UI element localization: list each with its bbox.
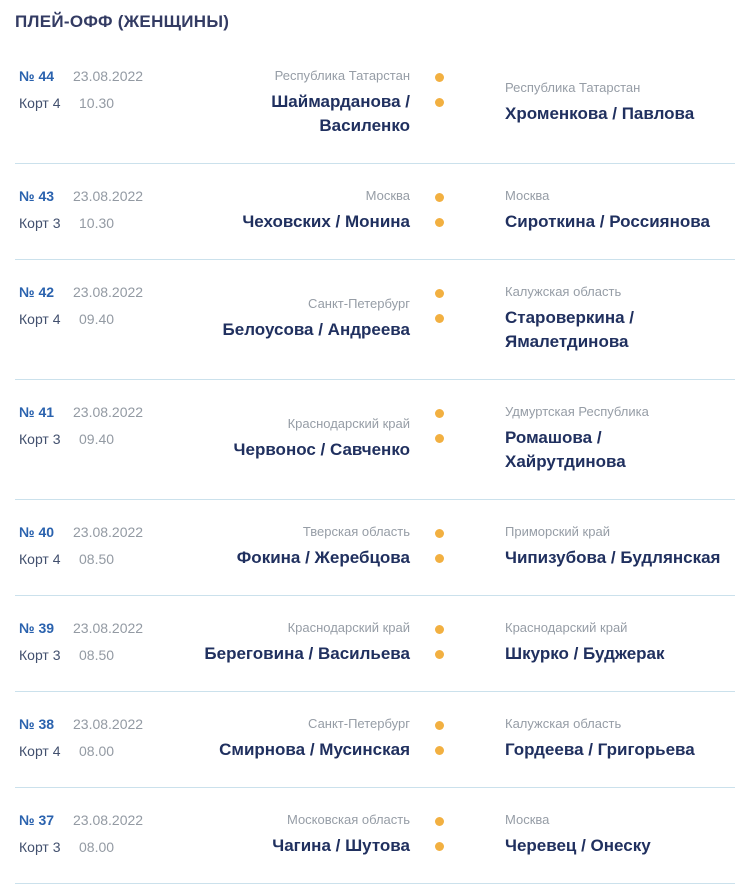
score-dots xyxy=(410,68,505,107)
match-row[interactable] xyxy=(15,380,735,500)
team-home-name: Червонос / Савченко xyxy=(233,439,410,459)
page-title: ПЛЕЙ-ОФФ (ЖЕНЩИНЫ) xyxy=(15,12,230,31)
score-dot-icon xyxy=(435,193,444,202)
match-list xyxy=(15,44,735,884)
court-label: Корт 4 xyxy=(19,310,61,327)
team-home-region: Краснодарский край xyxy=(287,415,410,431)
team-home-region: Московская область xyxy=(286,811,410,827)
score-dots xyxy=(410,620,505,659)
score-dot-icon xyxy=(435,529,444,538)
score-dot-icon xyxy=(435,409,444,418)
match-number-link[interactable]: № 42 xyxy=(19,283,55,300)
match-meta-line-bottom xyxy=(19,95,158,111)
match-meta-line-bottom xyxy=(19,551,158,567)
match-date: 23.08.2022 xyxy=(73,68,144,84)
match-meta-line-top xyxy=(19,716,158,732)
score-dots xyxy=(410,812,505,851)
match-time: 10.30 xyxy=(79,95,115,111)
match-meta-line-bottom xyxy=(19,311,158,327)
score-dot-icon xyxy=(435,650,444,659)
team-home-name: Береговина / Васильева xyxy=(204,643,410,663)
team-away-name: Сироткина / Россиянова xyxy=(505,212,710,232)
team-away-region: Калужская область xyxy=(505,715,622,731)
match-meta-line-bottom xyxy=(19,431,158,447)
team-home xyxy=(158,524,410,570)
team-away-region: Краснодарский край xyxy=(505,619,628,635)
match-time: 08.00 xyxy=(79,742,115,759)
score-dot-icon xyxy=(435,625,444,634)
match-row[interactable] xyxy=(15,500,735,596)
team-away xyxy=(505,188,735,234)
score-dots xyxy=(410,404,505,443)
court-label: Корт 4 xyxy=(19,550,61,567)
match-meta-line-top xyxy=(19,188,158,204)
team-away-name: Чипизубова / Будлянская xyxy=(505,547,721,567)
team-home-name: Чеховских / Монина xyxy=(242,212,410,232)
team-home-region: Республика Татарстан xyxy=(274,68,410,83)
team-home-region: Краснодарский край xyxy=(287,619,410,635)
team-home-region: Санкт-Петербург xyxy=(308,715,410,731)
match-date: 23.08.2022 xyxy=(73,811,144,828)
match-meta xyxy=(15,68,158,111)
match-date: 23.08.2022 xyxy=(73,187,144,204)
match-meta-line-top xyxy=(19,620,158,636)
team-away-name: Хроменкова / Павлова xyxy=(505,104,695,124)
match-meta-line-bottom xyxy=(19,215,158,231)
match-row[interactable] xyxy=(15,596,735,692)
team-away-name: Шкурко / Буджерак xyxy=(505,643,665,663)
match-number-link[interactable]: № 38 xyxy=(19,715,55,732)
match-time: 08.50 xyxy=(79,550,115,567)
match-row[interactable] xyxy=(15,164,735,260)
team-away-name: Ромашова / Хайрутдинова xyxy=(505,427,626,471)
match-meta xyxy=(15,812,158,855)
match-row[interactable] xyxy=(15,692,735,788)
match-date: 23.08.2022 xyxy=(73,283,144,300)
match-meta xyxy=(15,188,158,231)
team-home-name: Фокина / Жеребцова xyxy=(236,547,410,567)
team-home-name: Белоусова / Андреева xyxy=(222,320,410,340)
match-number-link[interactable]: № 44 xyxy=(19,68,55,84)
court-label: Корт 3 xyxy=(19,838,61,855)
score-dot-icon xyxy=(435,817,444,826)
score-dots xyxy=(410,716,505,755)
team-home xyxy=(158,296,410,342)
team-home-region: Москва xyxy=(365,187,410,203)
score-dot-icon xyxy=(435,218,444,227)
court-label: Корт 4 xyxy=(19,95,61,111)
match-meta-line-bottom xyxy=(19,743,158,759)
match-time: 08.00 xyxy=(79,838,115,855)
team-away-region: Калужская область xyxy=(505,283,622,299)
match-date: 23.08.2022 xyxy=(73,619,144,636)
match-number-link[interactable]: № 43 xyxy=(19,187,55,204)
match-meta-line-bottom xyxy=(19,647,158,663)
team-away xyxy=(505,716,735,762)
score-dot-icon xyxy=(435,98,444,107)
score-dot-icon xyxy=(435,289,444,298)
court-label: Корт 3 xyxy=(19,430,61,447)
match-time: 09.40 xyxy=(79,310,115,327)
team-away xyxy=(505,80,735,126)
match-meta-line-top xyxy=(19,524,158,540)
court-label: Корт 4 xyxy=(19,742,61,759)
match-meta xyxy=(15,284,158,327)
match-meta-line-top xyxy=(19,404,158,420)
team-away xyxy=(505,524,735,570)
score-dot-icon xyxy=(435,314,444,323)
match-time: 10.30 xyxy=(79,214,115,231)
match-time: 08.50 xyxy=(79,646,115,663)
team-home-name: Шаймарданова / Василенко xyxy=(271,92,410,136)
team-away-name: Черевец / Онеску xyxy=(505,835,651,855)
team-home xyxy=(158,188,410,234)
match-meta xyxy=(15,620,158,663)
match-date: 23.08.2022 xyxy=(73,523,144,540)
team-home-region: Тверская область xyxy=(302,523,410,539)
match-row[interactable] xyxy=(15,788,735,884)
score-dot-icon xyxy=(435,434,444,443)
match-row[interactable] xyxy=(15,260,735,380)
match-number-link[interactable]: № 41 xyxy=(19,403,55,420)
team-home-name: Смирнова / Мусинская xyxy=(219,739,410,759)
match-date: 23.08.2022 xyxy=(73,715,144,732)
team-away-name: Гордеева / Григорьева xyxy=(505,739,695,759)
match-meta-line-top xyxy=(19,284,158,300)
court-label: Корт 3 xyxy=(19,646,61,663)
match-time: 09.40 xyxy=(79,430,115,447)
team-away-region: Москва xyxy=(505,811,550,827)
team-away-region: Приморский край xyxy=(505,523,610,539)
match-number-link[interactable]: № 40 xyxy=(19,523,55,540)
match-meta xyxy=(15,404,158,447)
score-dots xyxy=(410,284,505,323)
court-label: Корт 3 xyxy=(19,214,61,231)
match-number-link[interactable]: № 39 xyxy=(19,619,55,636)
score-dot-icon xyxy=(435,721,444,730)
match-meta-line-top xyxy=(19,68,158,84)
team-away xyxy=(505,404,735,474)
score-dot-icon xyxy=(435,554,444,563)
match-meta xyxy=(15,524,158,567)
match-meta xyxy=(15,716,158,759)
team-home xyxy=(158,68,410,138)
team-home xyxy=(158,416,410,462)
score-dots xyxy=(410,188,505,227)
team-away xyxy=(505,620,735,666)
match-meta-line-top xyxy=(19,812,158,828)
team-away xyxy=(505,284,735,354)
team-away-region: Москва xyxy=(505,187,550,203)
match-row[interactable] xyxy=(15,44,735,164)
score-dot-icon xyxy=(435,746,444,755)
team-away-region: Удмуртская Республика xyxy=(505,403,649,419)
team-home xyxy=(158,812,410,858)
match-number-link[interactable]: № 37 xyxy=(19,811,55,828)
score-dot-icon xyxy=(435,73,444,82)
team-away-name: Староверкина / Ямалетдинова xyxy=(505,308,635,351)
team-home xyxy=(158,620,410,666)
team-away xyxy=(505,812,735,858)
score-dots xyxy=(410,524,505,563)
team-home-name: Чагина / Шутова xyxy=(272,835,410,855)
team-away-region: Республика Татарстан xyxy=(505,79,641,95)
match-date: 23.08.2022 xyxy=(73,403,144,420)
team-home xyxy=(158,716,410,762)
match-meta-line-bottom xyxy=(19,839,158,855)
team-home-region: Санкт-Петербург xyxy=(308,295,410,311)
score-dot-icon xyxy=(435,842,444,851)
